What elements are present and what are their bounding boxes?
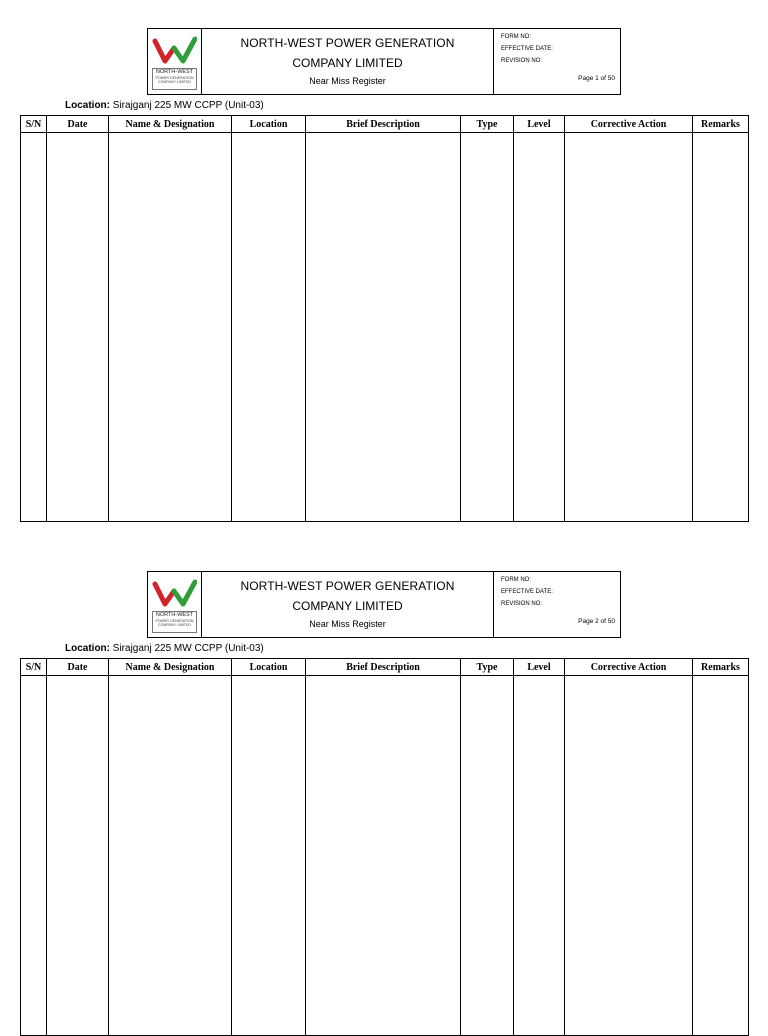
company-name-line-2: COMPANY LIMITED: [292, 599, 403, 613]
column-header-name-designation: Name & Designation: [109, 116, 232, 133]
page-number: Page 2 of 50: [578, 618, 615, 625]
column-header-remarks: Remarks: [693, 116, 749, 133]
logo-wordmark: [152, 611, 197, 633]
register-title: Near Miss Register: [309, 619, 386, 629]
cell-type[interactable]: [461, 676, 514, 1036]
location-label: Location:: [65, 643, 110, 654]
column-header-location: Location: [232, 659, 306, 676]
effective-date-label: EFFECTIVE DATE:: [501, 46, 553, 52]
logo-line-2: POWER GENERATION: [155, 75, 194, 80]
effective-date-label: EFFECTIVE DATE:: [501, 589, 553, 595]
title-block: [202, 572, 494, 637]
company-name-line-2: COMPANY LIMITED: [292, 56, 403, 70]
column-header-brief-description: Brief Description: [306, 116, 461, 133]
form-meta: [494, 572, 620, 637]
column-header-date: Date: [47, 116, 109, 133]
cell-brief-description[interactable]: [306, 676, 461, 1036]
logo-line-2: POWER GENERATION: [155, 618, 194, 623]
column-header-name-designation: Name & Designation: [109, 659, 232, 676]
column-header-sn: S/N: [21, 659, 47, 676]
column-header-corrective-action: Corrective Action: [565, 116, 693, 133]
company-name-line-1: NORTH-WEST POWER GENERATION: [240, 579, 455, 593]
logo-line-1: NORTH-WEST: [155, 612, 194, 618]
logo-mark-icon: [152, 578, 197, 608]
table-header-row: [21, 659, 749, 676]
revision-no-label: REVISION NO:: [501, 58, 543, 64]
column-header-type: Type: [461, 659, 514, 676]
company-name-line-1: NORTH-WEST POWER GENERATION: [240, 36, 455, 50]
revision-no-label: REVISION NO:: [501, 601, 543, 607]
location-value: Sirajganj 225 MW CCPP (Unit-03): [112, 643, 264, 654]
location-value: Sirajganj 225 MW CCPP (Unit-03): [112, 100, 264, 111]
table-row: [21, 676, 749, 1036]
cell-corrective-action[interactable]: [565, 676, 693, 1036]
column-header-remarks: Remarks: [693, 659, 749, 676]
cell-sn[interactable]: [21, 676, 47, 1036]
register-title: Near Miss Register: [309, 76, 386, 86]
column-header-level: Level: [514, 116, 565, 133]
cell-remarks[interactable]: [693, 676, 749, 1036]
location-line: [65, 643, 264, 654]
column-header-level: Level: [514, 659, 565, 676]
register-table: [20, 658, 749, 1036]
cell-level[interactable]: [514, 676, 565, 1036]
column-header-corrective-action: Corrective Action: [565, 659, 693, 676]
logo-line-3: COMPANY LIMITED: [157, 80, 191, 85]
cell-name-designation[interactable]: [109, 676, 232, 1036]
column-header-date: Date: [47, 659, 109, 676]
form-no-label: FORM NO:: [501, 577, 531, 583]
form-no-label: FORM NO:: [501, 34, 531, 40]
column-header-brief-description: Brief Description: [306, 659, 461, 676]
logo-line-1: NORTH-WEST: [155, 69, 194, 75]
form-header: [147, 571, 621, 638]
logo-line-3: COMPANY LIMITED: [157, 623, 191, 628]
column-header-sn: S/N: [21, 116, 47, 133]
column-header-type: Type: [461, 116, 514, 133]
location-label: Location:: [65, 100, 110, 111]
column-header-location: Location: [232, 116, 306, 133]
page-number: Page 1 of 50: [578, 75, 615, 82]
cell-date[interactable]: [47, 676, 109, 1036]
cell-location[interactable]: [232, 676, 306, 1036]
company-logo: [148, 572, 202, 637]
